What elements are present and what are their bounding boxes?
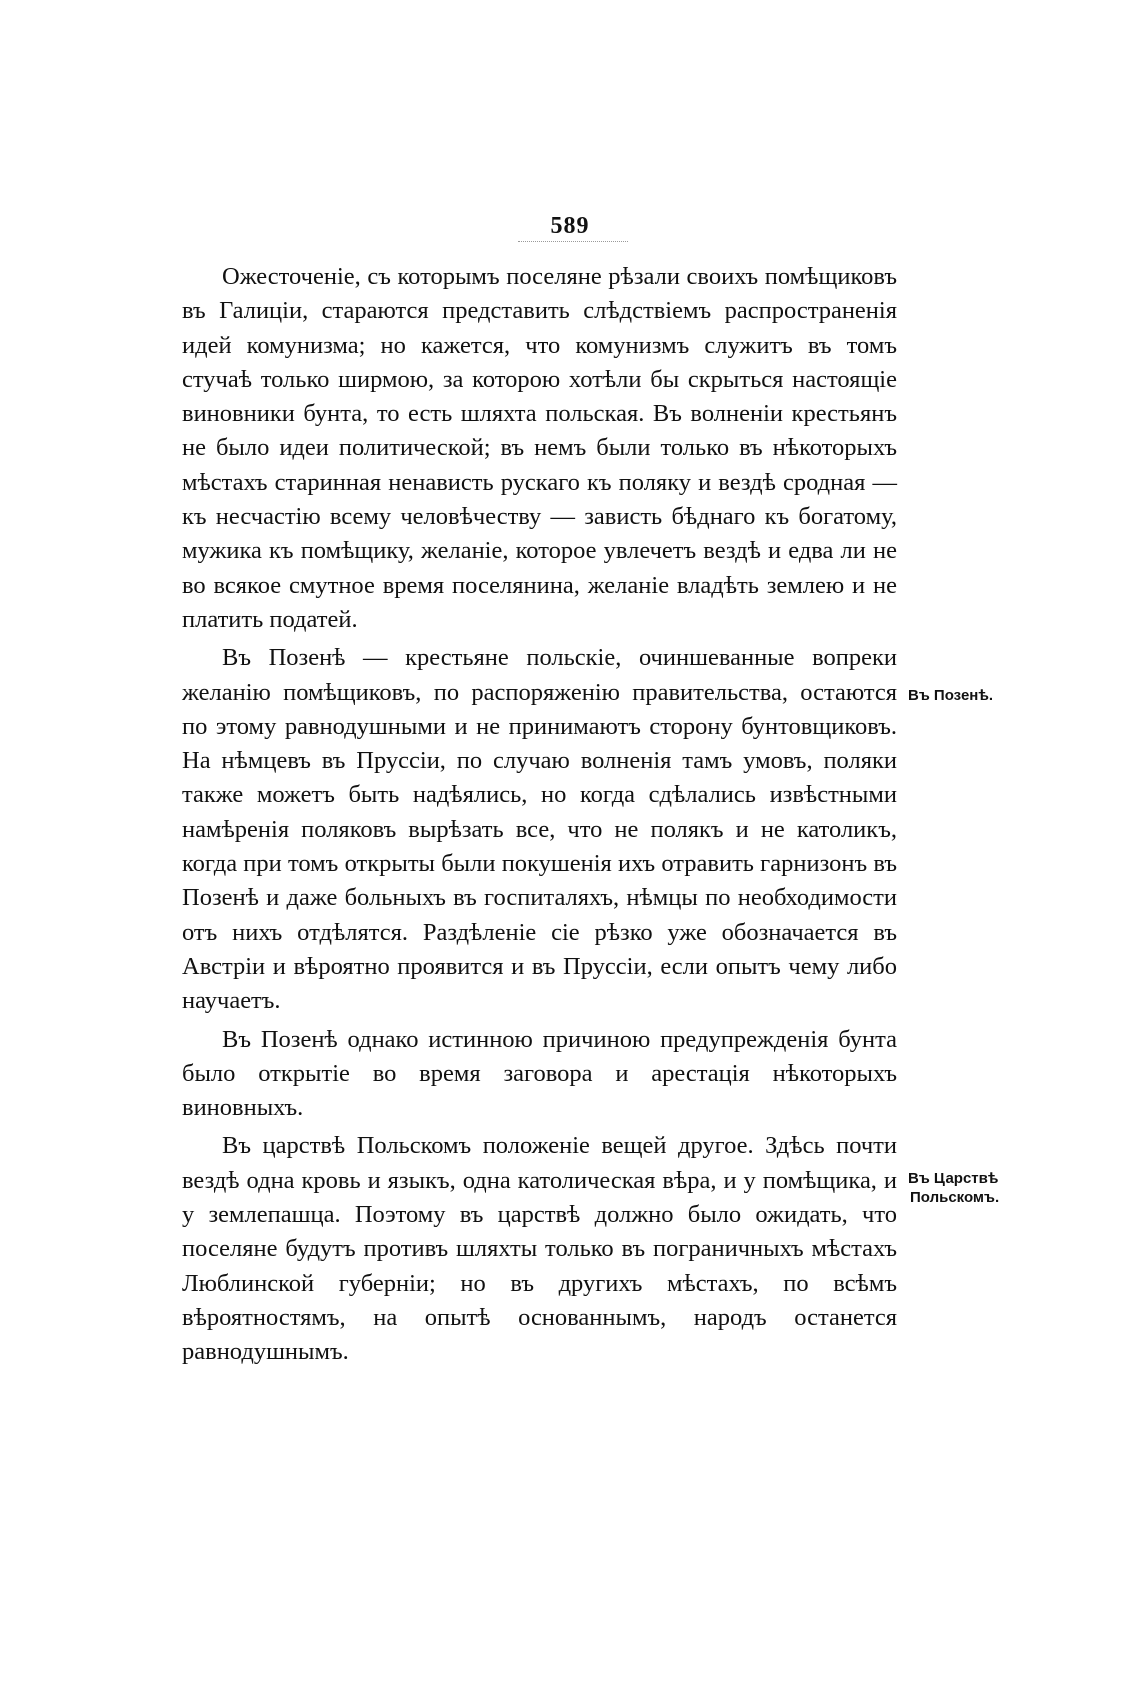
paragraph-galicia: Ожесточеніе, съ которымъ поселяне рѣзали своихъ помѣщиковъ въ Галиціи, стараются представить слѣдствіемъ распространенія идей комунизма; но кажется, что комунизмъ служитъ въ томъ стучаѣ только ширмою, за которою хотѣли бы скрыться настоящіе виновники бунта, то есть шляхта польская. Въ волненіи крестьянъ не было идеи политической; въ немъ были только въ нѣкоторыхъ мѣстахъ старинная ненависть рускаго къ поляку и вездѣ сродная — къ несчастію всему человѣчеству — зависть бѣднаго къ богатому, мужика къ помѣщику, желаніе, которое увлечетъ вездѣ и едва ли не во всякое смутное время поселянина, желаніе владѣть землею и не платить податей.	[182, 263, 897, 633]
sidenote-tsarstvo	[908, 1169, 1028, 1207]
paragraph-tsarstvo: Въ царствѣ Польскомъ положеніе вещей другое. Здѣсь почти вездѣ одна кровь и языкъ, одна католическая вѣра, и у помѣщика, и у землепашца. Поэтому въ царствѣ должно было ожидать, что поселяне будутъ противъ шляхты только въ пограничныхъ мѣстахъ Люблинской губерніи; но въ другихъ мѣстахъ, по всѣмъ вѣроятностямъ, на опытѣ основаннымъ, народъ останется равнодушнымъ.	[182, 1132, 897, 1366]
sidenote-tsarstvo-line-2: Польскомъ.	[910, 1189, 1000, 1206]
body-text	[182, 260, 897, 1370]
sidenote-tsarstvo-line-1: Въ Царствѣ	[908, 1170, 999, 1187]
page-number-rule	[518, 241, 628, 242]
page-number: 589	[550, 213, 590, 239]
paragraph-posen: Въ Позенѣ — крестьяне польскіе, очиншеванные вопреки желанію помѣщиковъ, по распоряженію правительства, остаются по этому равнодушными и не принимаютъ сторону бунтовщиковъ. На нѣмцевъ въ Пруссіи, по случаю волненія тамъ умовъ, поляки также можетъ быть надѣялись, но когда сдѣлались извѣстными намѣренія поляковъ вырѣзать все, что не полякъ и не католикъ, когда при томъ открыты были покушенія ихъ отравить гарнизонъ въ Позенѣ и даже больныхъ въ госпиталяхъ, нѣмцы по необходимости отъ нихъ отдѣлятся. Раздѣленіе сіе рѣзко уже обозначается въ Австріи и вѣроятно проявится и въ Пруссіи, если опытъ чему либо научаетъ.	[182, 644, 897, 1015]
sidenote-posen-text: Въ Позенѣ.	[908, 687, 994, 704]
sidenote-posen	[908, 686, 1028, 705]
paragraph-posen-cause: Въ Позенѣ однако истинною причиною предупрежденія бунта было открытіе во время заговора и арестація нѣкоторыхъ виновныхъ.	[182, 1025, 897, 1122]
